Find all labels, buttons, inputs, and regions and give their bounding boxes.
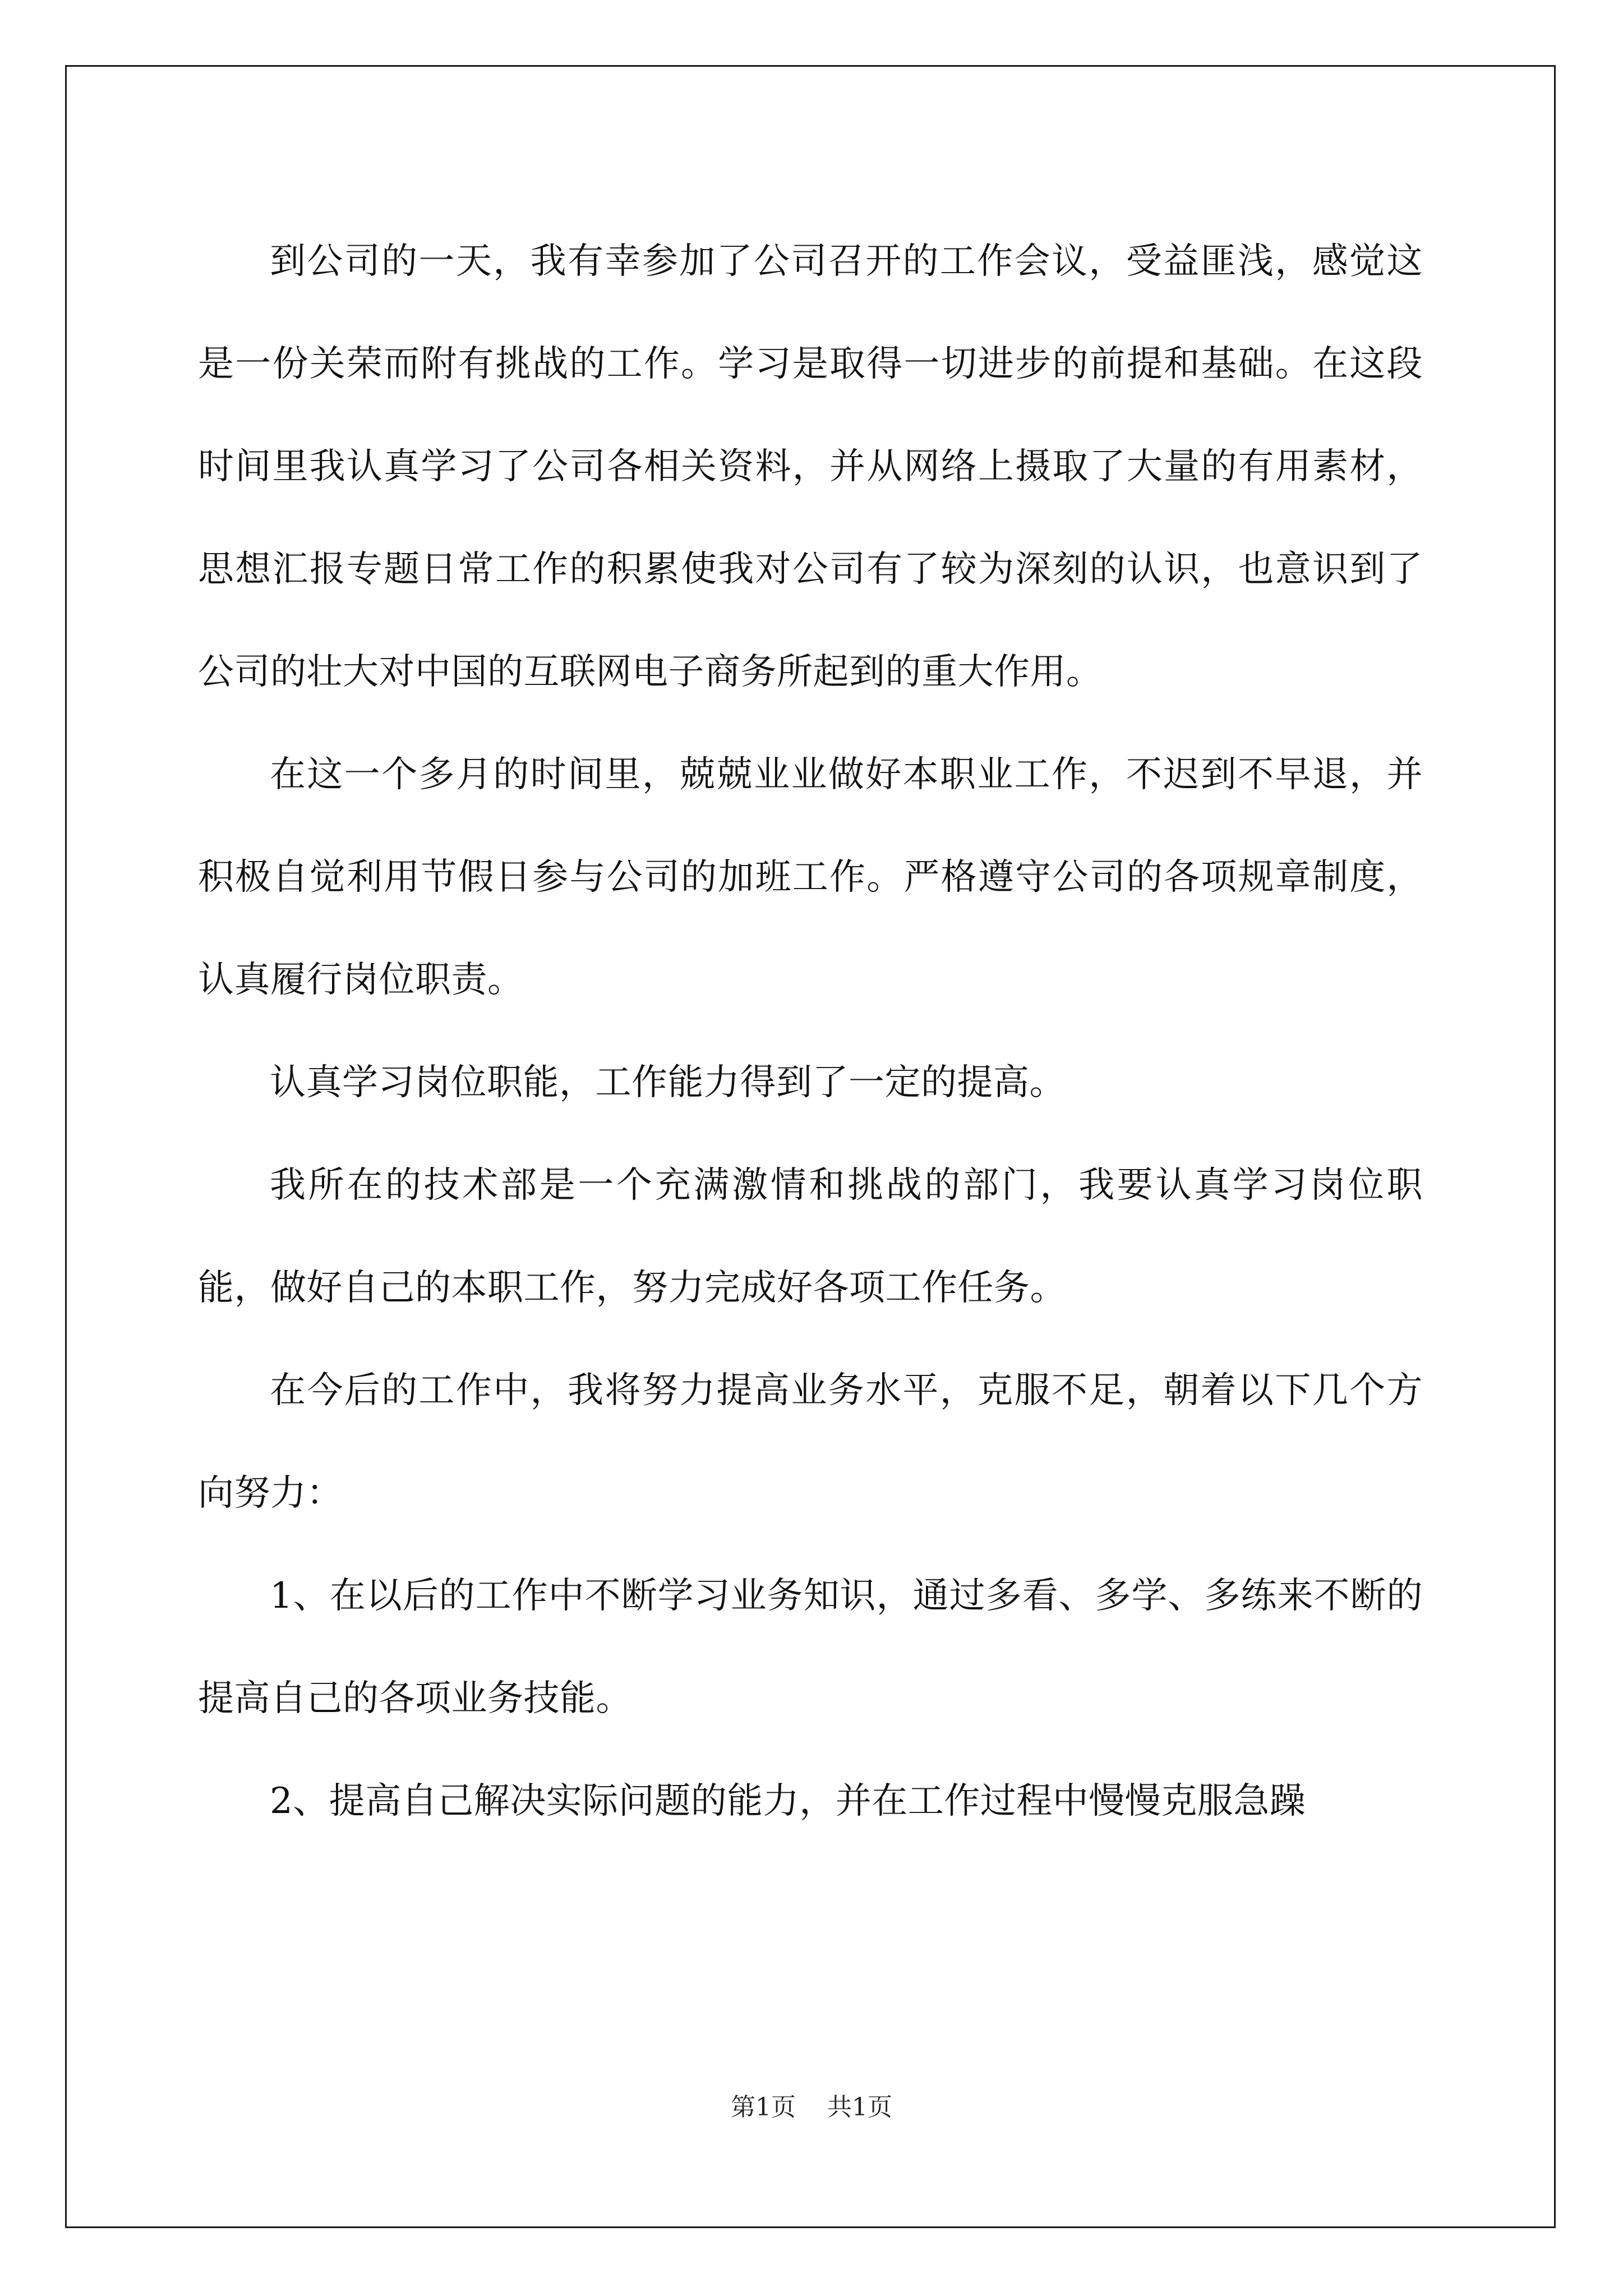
paragraph: 认真学习岗位职能，工作能力得到了一定的提高。 [270,1062,1066,1103]
page-number: 第1页 [731,2093,796,2122]
paragraph: 2、提高自己解决实际问题的能力，并在工作过程中慢慢克服急躁 [270,1780,1306,1822]
paragraph: 到公司的一天，我有幸参加了公司召开的工作会议，受益匪浅，感觉这是一份关荣而附有挑战的工作。学习是取得一切进步的前提和基础。在这段时间里我认真学习了公司各相关资料，并从网络上摄取了大量的有用素材，思想汇报专题日常工作的积累使我对公司有了较为深刻的认识，也意识到了公司的壮大对中国的互联网电子商务所起到的重大作用。 [198,241,1423,693]
paragraph: 我所在的技术部是一个充满激情和挑战的部门，我要认真学习岗位职能，做好自己的本职工作，努力完成好各项工作任务。 [198,1165,1423,1309]
document-body [198,210,1423,1853]
paragraph: 1、在以后的工作中不断学习业务知识，通过多看、多学、多练来不断的提高自己的各项业务技能。 [198,1575,1423,1719]
paragraph: 在今后的工作中，我将努力提高业务水平，克服不足，朝着以下几个方向努力： [198,1370,1423,1514]
page-footer [0,2091,1623,2124]
page-total: 共1页 [827,2093,892,2122]
paragraph: 在这一个多月的时间里，兢兢业业做好本职业工作，不迟到不早退，并积极自觉利用节假日参与公司的加班工作。严格遵守公司的各项规章制度，认真履行岗位职责。 [198,754,1423,1001]
